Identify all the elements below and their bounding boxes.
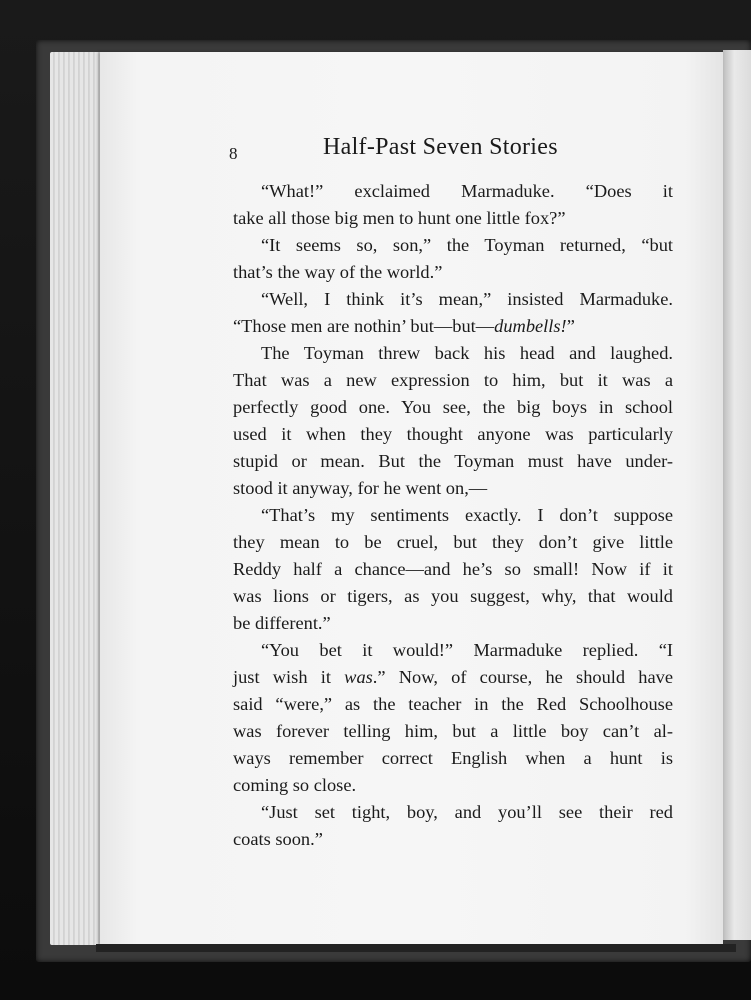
text-line: coming so close. [233,775,357,795]
text-line: they mean to be cruel, but they don’t give little [233,532,673,552]
text-line: “It seems so, son,” the Toyman returned, “but [261,235,673,255]
page-number: 8 [229,144,238,163]
text-line: ways remember correct English when a hunt is [233,748,673,768]
text-segment: .” Now, of course, he should have [372,667,674,687]
text-line [233,664,673,691]
italic-segment: dumbells! [494,316,567,336]
page-header [229,132,679,168]
text-line: take all those big men to hunt one little fox?” [233,208,566,228]
text-segment: ” [566,316,575,336]
text-segment: “Those men are nothin’ but—but— [233,316,495,336]
running-title: Half-Past Seven Stories [323,134,558,160]
text-line: was forever telling him, but a little boy can’t al- [233,721,673,741]
text-segment: just wish it [233,667,345,687]
text-line: “That’s my sentiments exactly. I don’t suppose [261,505,673,525]
text-line: “Just set tight, boy, and you’ll see their red [261,802,673,822]
text-line: Reddy half a chance—and he’s so small! Now if it [233,559,673,579]
text-line: be different.” [233,613,331,633]
text-line: stood it anyway, for he went on,— [233,478,488,498]
text-line: “What!” exclaimed Marmaduke. “Does it [261,181,673,201]
italic-segment: was [344,667,373,687]
page-bottom-shadow [96,944,736,952]
text-line: used it when they thought anyone was particularly [233,424,673,444]
text-line: coats soon.” [233,829,323,849]
text-line: was lions or tigers, as you suggest, why, that would [233,586,673,606]
text-line: said “were,” as the teacher in the Red Schoolhouse [233,694,673,714]
body-text [233,178,673,853]
text-line: The Toyman threw back his head and laughed. [261,343,673,363]
text-line: “Well, I think it’s mean,” insisted Marmaduke. [261,289,673,309]
text-line: perfectly good one. You see, the big boys in school [233,397,673,417]
text-line: “You bet it would!” Marmaduke replied. “I [261,640,673,660]
text-line: That was a new expression to him, but it was a [233,370,673,390]
text-line [233,313,673,340]
text-line: that’s the way of the world.” [233,262,443,282]
facing-page-edge [723,50,751,940]
text-line: stupid or mean. But the Toyman must have under- [233,451,673,471]
